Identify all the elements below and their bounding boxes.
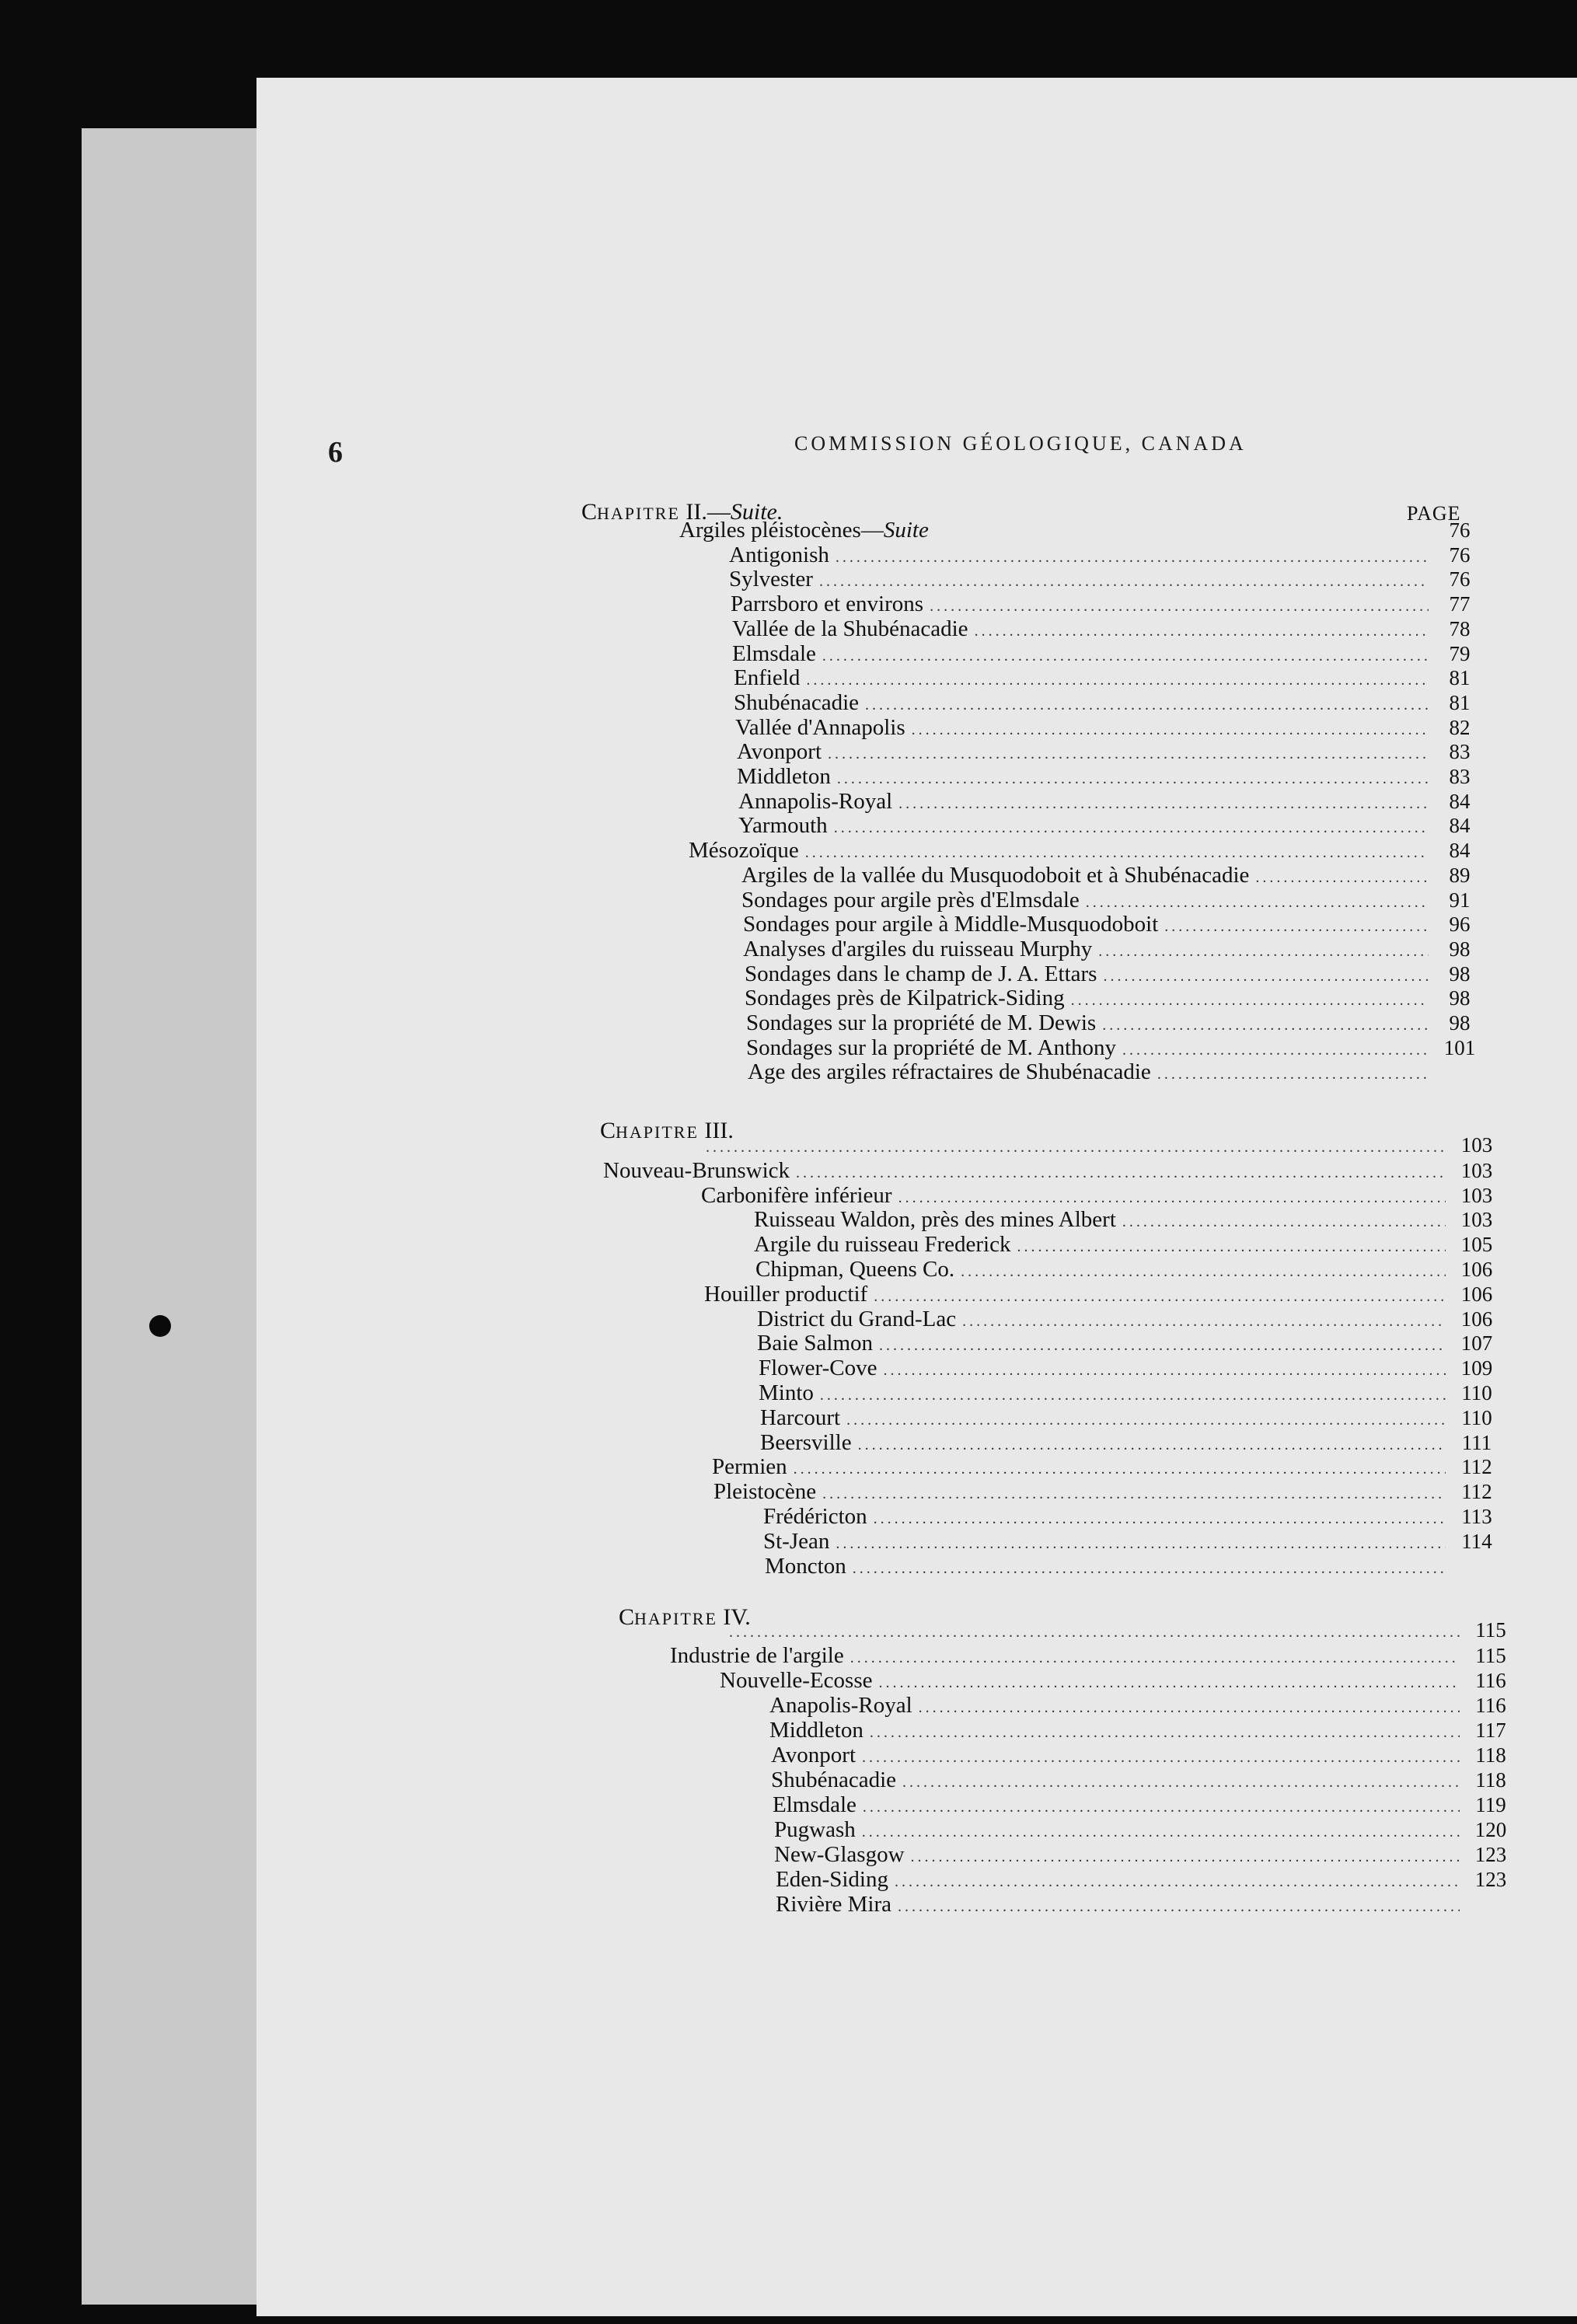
toc-row <box>713 1479 1502 1504</box>
toc-entry-label: Middleton <box>769 1718 864 1743</box>
toc-entry-page: 107 <box>1460 1331 1493 1356</box>
leader-dots <box>1164 918 1429 936</box>
toc-entry-page: 98 <box>1449 986 1471 1010</box>
leader-dots <box>879 1337 1446 1355</box>
leader-dots <box>865 696 1429 714</box>
toc-row <box>759 1356 1502 1380</box>
toc-entry-page: 83 <box>1449 740 1471 764</box>
toc-entry-page: 76 <box>1449 567 1471 591</box>
leader-dots <box>828 745 1429 763</box>
toc-row <box>774 1842 1516 1867</box>
leader-dots <box>862 1823 1460 1841</box>
leader-dots <box>706 1139 1446 1157</box>
toc-entry-page: 117 <box>1475 1719 1506 1742</box>
leader-dots <box>975 623 1429 640</box>
leader-dots <box>895 1873 1460 1891</box>
toc-entry-label: Chipman, Queens Co. <box>755 1257 955 1282</box>
leader-dots <box>858 1436 1446 1454</box>
toc-entry-page: 110 <box>1461 1405 1492 1429</box>
toc-row <box>737 764 1485 789</box>
leader-dots <box>898 1189 1446 1207</box>
toc-entry-label: St-Jean <box>763 1528 830 1554</box>
leader-dots <box>837 770 1429 788</box>
leader-dots <box>822 1485 1446 1503</box>
toc-entry-page: 76 <box>1449 518 1471 542</box>
leader-dots <box>862 1749 1460 1767</box>
toc-row <box>748 1059 1485 1084</box>
leader-dots <box>874 1510 1446 1528</box>
toc-entry-page: 98 <box>1449 961 1471 986</box>
toc-entry-label: Pleistocène <box>713 1479 817 1505</box>
toc-entry-label: Analyses d'argiles du ruisseau Murphy <box>743 936 1093 961</box>
leader-dots <box>879 1674 1460 1692</box>
leader-dots <box>834 819 1429 837</box>
leader-dots <box>912 721 1429 739</box>
toc-entry-page: 79 <box>1449 641 1471 665</box>
toc-entry-label: Flower-Cove <box>759 1356 877 1381</box>
toc-entry-page: 103 <box>1460 1208 1493 1232</box>
toc-entry-label: Sondages sur la propriété de M. Dewis <box>746 1010 1097 1035</box>
toc-entry-label: District du Grand-Lac <box>757 1306 957 1331</box>
toc-entry-label: Shubénacadie <box>734 689 860 715</box>
toc-entry-label: Vallée d'Annapolis <box>735 714 905 740</box>
toc-row <box>689 838 1485 863</box>
toc-entry-label: Age des argiles réfractaires de Shubénacadie <box>748 1059 1151 1085</box>
toc-entry-page: 84 <box>1449 814 1471 838</box>
toc-row <box>755 1257 1502 1282</box>
toc-entry-page: 116 <box>1475 1694 1506 1717</box>
toc-entry-label: Sondages près de Kilpatrick-Siding <box>745 986 1065 1011</box>
toc-row <box>700 1133 1502 1158</box>
toc-entry-label: Avonport <box>737 739 822 765</box>
toc-entry-page: 103 <box>1460 1133 1493 1157</box>
leader-dots <box>822 647 1429 665</box>
toc-entry-label: Yarmouth <box>738 813 828 839</box>
toc-entry-page: 76 <box>1449 543 1471 567</box>
toc-entry-page: 106 <box>1460 1258 1493 1281</box>
toc-entry-label: Nouveau-Brunswick <box>603 1157 790 1183</box>
toc-entry-label: Industrie de l'argile <box>670 1643 844 1668</box>
toc-row <box>754 1232 1502 1257</box>
toc-row <box>743 937 1485 961</box>
toc-row <box>773 1792 1516 1817</box>
toc-entry-page: 84 <box>1449 789 1471 813</box>
chapter-heading-4: CHAPITRE IV. <box>619 1604 751 1630</box>
toc-entry-label: Mésozoïque <box>689 838 799 864</box>
toc-entry-label: Frédéricton <box>763 1504 867 1529</box>
toc-entry-label: Argiles de la vallée du Musquodoboit et à Shubénacadie <box>741 862 1250 888</box>
leader-dots <box>902 1774 1460 1792</box>
leader-dots <box>1102 1017 1429 1035</box>
leader-dots <box>796 1164 1446 1182</box>
page-column-label: PAGE <box>1407 502 1461 525</box>
leader-dots <box>1071 992 1429 1010</box>
toc-entry-page: 123 <box>1474 1843 1507 1866</box>
leader-dots <box>898 1898 1460 1916</box>
leader-dots <box>1098 943 1429 961</box>
toc-entry-label: Avonport <box>771 1743 857 1767</box>
toc-row <box>757 1307 1502 1331</box>
toc-entry-label: Rivière Mira <box>776 1892 891 1917</box>
toc-row <box>732 616 1485 641</box>
toc-row <box>723 1618 1516 1643</box>
toc-row <box>776 1867 1516 1892</box>
toc-entry-page: 103 <box>1460 1158 1493 1182</box>
toc-row <box>738 813 1485 838</box>
toc-entry-page: 81 <box>1449 690 1471 714</box>
toc-entry-page: 111 <box>1461 1430 1492 1454</box>
leader-dots <box>961 1263 1446 1281</box>
leader-dots <box>1157 1066 1429 1083</box>
toc-row <box>738 789 1485 814</box>
toc-entry-page: 119 <box>1475 1793 1506 1816</box>
toc-entry-page: 78 <box>1449 616 1471 640</box>
leader-dots <box>962 1313 1446 1331</box>
toc-row <box>763 1529 1502 1554</box>
toc-entry-page: 115 <box>1475 1618 1506 1642</box>
toc-entry-label: Minto <box>759 1380 814 1405</box>
toc-entry-label: Enfield <box>734 665 801 691</box>
toc-row <box>746 1010 1485 1035</box>
toc-entry-label: Permien <box>712 1454 787 1480</box>
toc-entry-label: Moncton <box>765 1553 846 1579</box>
toc-row <box>731 591 1485 616</box>
leader-dots <box>1255 869 1429 887</box>
toc-row <box>763 1504 1502 1529</box>
leader-dots <box>836 549 1429 567</box>
toc-row <box>746 1035 1485 1060</box>
leader-dots <box>1122 1042 1429 1059</box>
toc-entry-page: 109 <box>1460 1356 1493 1380</box>
toc-entry-label: Sondages pour argile à Middle-Musquodoboit <box>743 912 1159 937</box>
toc-row <box>765 1554 1502 1579</box>
toc-row <box>734 665 1485 690</box>
toc-entry-page: 106 <box>1460 1282 1493 1306</box>
page-number: 6 <box>328 436 343 469</box>
leader-dots <box>853 1560 1446 1578</box>
toc-entry-page: 112 <box>1461 1480 1492 1504</box>
toc-row <box>729 543 1485 567</box>
toc-entry-page: 118 <box>1475 1743 1506 1767</box>
toc-entry-label: Middleton <box>737 764 831 789</box>
chapter-heading-3: CHAPITRE III. <box>600 1118 734 1143</box>
toc-entry-label: Pugwash <box>774 1817 856 1842</box>
leader-dots <box>1103 968 1429 986</box>
toc-entry-page: 98 <box>1449 937 1471 961</box>
toc-entry-label: Houiller productif <box>704 1281 868 1307</box>
toc-entry-page: 113 <box>1461 1505 1492 1528</box>
toc-row <box>745 961 1485 986</box>
toc-row <box>704 1282 1502 1307</box>
toc-row <box>757 1331 1502 1356</box>
toc-entry-label: Annapolis-Royal <box>738 788 893 814</box>
toc-row <box>759 1380 1502 1405</box>
toc-row <box>737 739 1485 764</box>
toc-row <box>769 1718 1516 1743</box>
toc-row <box>732 641 1485 666</box>
leader-dots <box>850 1649 1460 1667</box>
toc-entry-italic: Suite <box>883 518 929 543</box>
toc-entry-page: 123 <box>1474 1868 1507 1891</box>
toc-row <box>741 863 1485 888</box>
toc-row <box>754 1207 1502 1232</box>
toc-entry-label: Carbonifère inférieur <box>701 1182 892 1208</box>
toc-row <box>729 567 1485 591</box>
toc-row <box>745 986 1485 1010</box>
toc-entry-label: Beersville <box>760 1429 852 1455</box>
toc-entry-label: Argile du ruisseau Frederick <box>754 1232 1011 1258</box>
leader-dots <box>911 1848 1460 1866</box>
leader-dots <box>836 1535 1446 1553</box>
toc-entry-page: 115 <box>1475 1644 1506 1667</box>
leader-dots <box>846 1411 1446 1429</box>
toc-row <box>774 1817 1516 1842</box>
leader-dots <box>794 1460 1446 1478</box>
toc-row <box>776 1892 1516 1917</box>
toc-entry-label: Anapolis-Royal <box>769 1693 912 1718</box>
toc-entry-page: 89 <box>1449 863 1471 887</box>
running-head: COMMISSION GÉOLOGIQUE, CANADA <box>794 432 1247 455</box>
toc-entry-page: 91 <box>1449 888 1471 912</box>
leader-dots <box>729 1624 1460 1642</box>
toc-entry-page: 110 <box>1461 1381 1492 1405</box>
leader-dots <box>863 1799 1460 1816</box>
toc-row <box>720 1668 1516 1693</box>
toc-entry-page: 98 <box>1449 1011 1471 1035</box>
toc-entry-label: Harcourt <box>760 1405 841 1430</box>
toc-entry-label: Shubénacadie <box>771 1767 897 1792</box>
leader-dots <box>883 1362 1446 1380</box>
toc-entry-label: Elmsdale <box>732 640 816 666</box>
toc-entry-label: Baie Salmon <box>757 1331 874 1356</box>
toc-entry-page: 84 <box>1449 839 1471 863</box>
toc-entry-label: Sondages pour argile près d'Elmsdale <box>741 887 1080 913</box>
toc-entry-label: Parrsboro et environs <box>731 591 924 617</box>
toc-entry-page: 82 <box>1449 715 1471 739</box>
toc-entry-label: Ruisseau Waldon, près des mines Albert <box>754 1207 1116 1233</box>
leader-dots <box>870 1724 1460 1742</box>
toc-row <box>735 715 1485 740</box>
toc-row <box>771 1767 1516 1792</box>
chapter-heading-2: CHAPITRE II.—Suite. <box>581 499 783 525</box>
leader-dots <box>1086 894 1429 912</box>
toc-entry-label: Eden-Siding <box>776 1867 888 1892</box>
toc-row <box>741 888 1485 913</box>
toc-row <box>603 1158 1502 1183</box>
toc-entry-page: 112 <box>1461 1455 1492 1479</box>
toc-entry-page: 101 <box>1443 1035 1476 1059</box>
toc-entry-page: 81 <box>1449 666 1471 690</box>
toc-entry-label: Vallée de la Shubénacadie <box>732 616 968 641</box>
toc-row <box>743 912 1485 937</box>
leader-dots <box>1017 1238 1446 1256</box>
toc-entry-page: 106 <box>1460 1307 1493 1331</box>
toc-entry-label: Sondages dans le champ de J. A. Ettars <box>745 961 1097 986</box>
toc-entry-page: 114 <box>1461 1529 1492 1553</box>
toc-entry-label: New-Glasgow <box>774 1842 905 1867</box>
leader-dots <box>820 1387 1446 1405</box>
toc-entry-page: 77 <box>1449 592 1471 616</box>
toc-row <box>760 1405 1502 1430</box>
leader-dots <box>819 573 1429 591</box>
leader-dots <box>930 598 1429 616</box>
toc-entry-page: 103 <box>1460 1183 1493 1207</box>
leader-dots <box>919 1699 1460 1717</box>
toc-entry-page: 83 <box>1449 765 1471 788</box>
toc-entry-label: Sylvester <box>729 567 813 592</box>
toc-entry-label: Nouvelle-Ecosse <box>720 1668 873 1693</box>
toc-entry-label: Antigonish <box>729 542 829 567</box>
toc-entry-page: 120 <box>1474 1818 1507 1841</box>
toc-entry-label: Sondages sur la propriété de M. Anthony <box>746 1035 1117 1060</box>
toc-entry-page: 105 <box>1460 1233 1493 1257</box>
leader-dots <box>898 795 1429 813</box>
toc-entry-page: 116 <box>1475 1669 1506 1692</box>
toc-entry-label: Argiles pléistocènes— <box>679 518 884 543</box>
toc-row <box>712 1454 1502 1479</box>
toc-row <box>701 1183 1502 1208</box>
toc-entry-page: 118 <box>1475 1768 1506 1792</box>
leader-dots <box>806 672 1429 689</box>
toc-row <box>760 1430 1502 1455</box>
leader-dots <box>805 844 1429 862</box>
toc-row <box>771 1743 1516 1767</box>
toc-row <box>679 518 1485 543</box>
toc-row <box>670 1643 1516 1668</box>
toc-row <box>769 1693 1516 1718</box>
leader-dots <box>1122 1213 1446 1231</box>
toc-entry-page: 96 <box>1449 913 1471 937</box>
toc-row <box>734 690 1485 715</box>
leader-dots <box>874 1288 1446 1306</box>
toc-entry-label: Elmsdale <box>773 1792 857 1817</box>
